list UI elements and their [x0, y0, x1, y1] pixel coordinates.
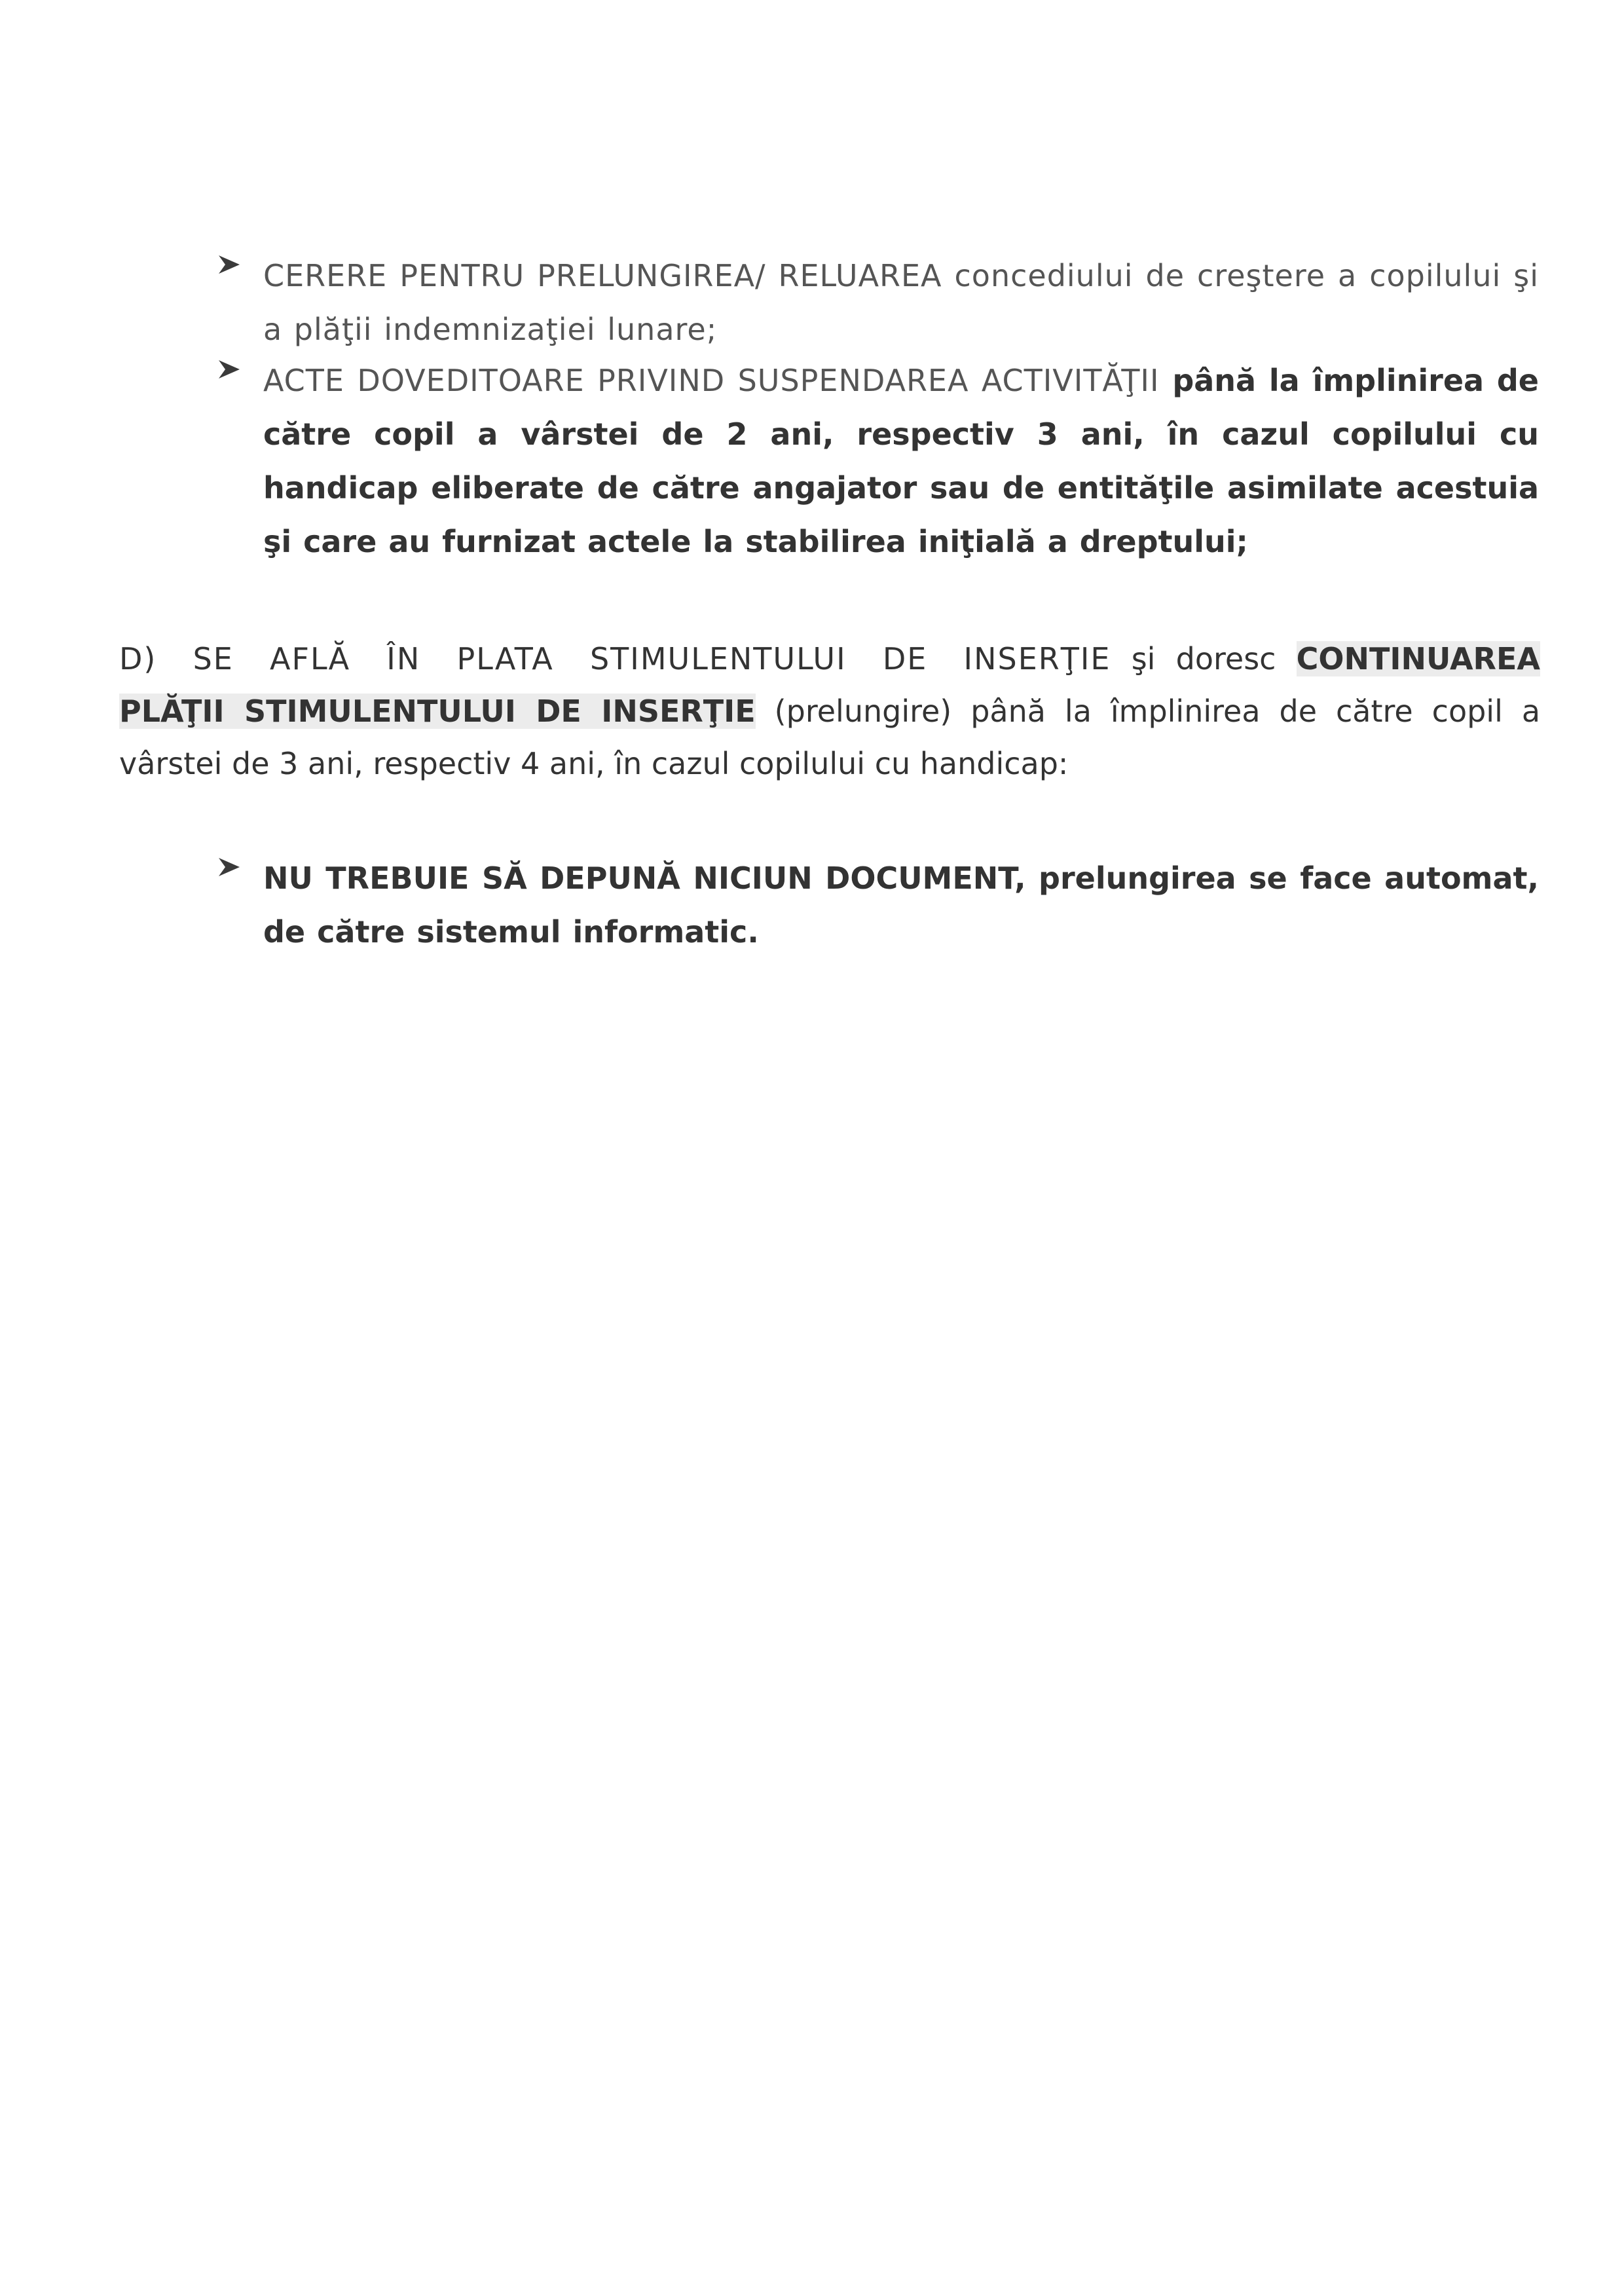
section-d [119, 633, 1540, 790]
list-item-text [263, 851, 1539, 959]
arrowhead-bullet-icon [216, 356, 242, 385]
section-d-connector: şi doresc [1111, 641, 1297, 676]
arrowhead-bullet-icon [216, 854, 242, 883]
list-item-text [263, 249, 1539, 356]
arrowhead-bullet-icon [216, 251, 242, 280]
list-item-body: concediului de creştere a copilului şi a plăţii indemnizaţiei lunare; [263, 258, 1539, 347]
list-item-body: până la împlinirea de către copil a vârstei de 2 ani, respectiv 3 ani, în cazul copilului cu handicap eliberate de către angajator sau de entităţile asimilate acestuia şi care au furnizat actele la stabilirea iniţială a dreptului; [263, 363, 1539, 559]
section-d-rest: (prelungire) până la împlinirea de către copil a vârstei de 3 ani, respectiv 4 ani, în cazul copilului cu handicap: [119, 694, 1541, 781]
list-item-caps: CERERE PENTRU PRELUNGIREA/ RELUAREA [263, 258, 942, 293]
section-d-highlight: CONTINUAREA PLĂŢII STIMULENTULUI DE INSERŢIE [119, 641, 1540, 729]
list-item-caps: NU TREBUIE SĂ DEPUNĂ NICIUN DOCUMENT [263, 861, 1015, 896]
list-item-nu-trebuie [216, 851, 1539, 959]
list-item-text [263, 354, 1539, 568]
section-d-label: D) SE AFLĂ ÎN PLATA STIMULENTULUI DE INSERŢIE [119, 641, 1111, 676]
list-item-cerere [216, 249, 1539, 356]
list-item-body: , prelungirea se face automat, de către sistemul informatic. [263, 861, 1539, 950]
list-item-acte [216, 354, 1539, 568]
list-item-caps: ACTE DOVEDITOARE PRIVIND SUSPENDAREA ACTIVITĂŢII [263, 363, 1160, 398]
